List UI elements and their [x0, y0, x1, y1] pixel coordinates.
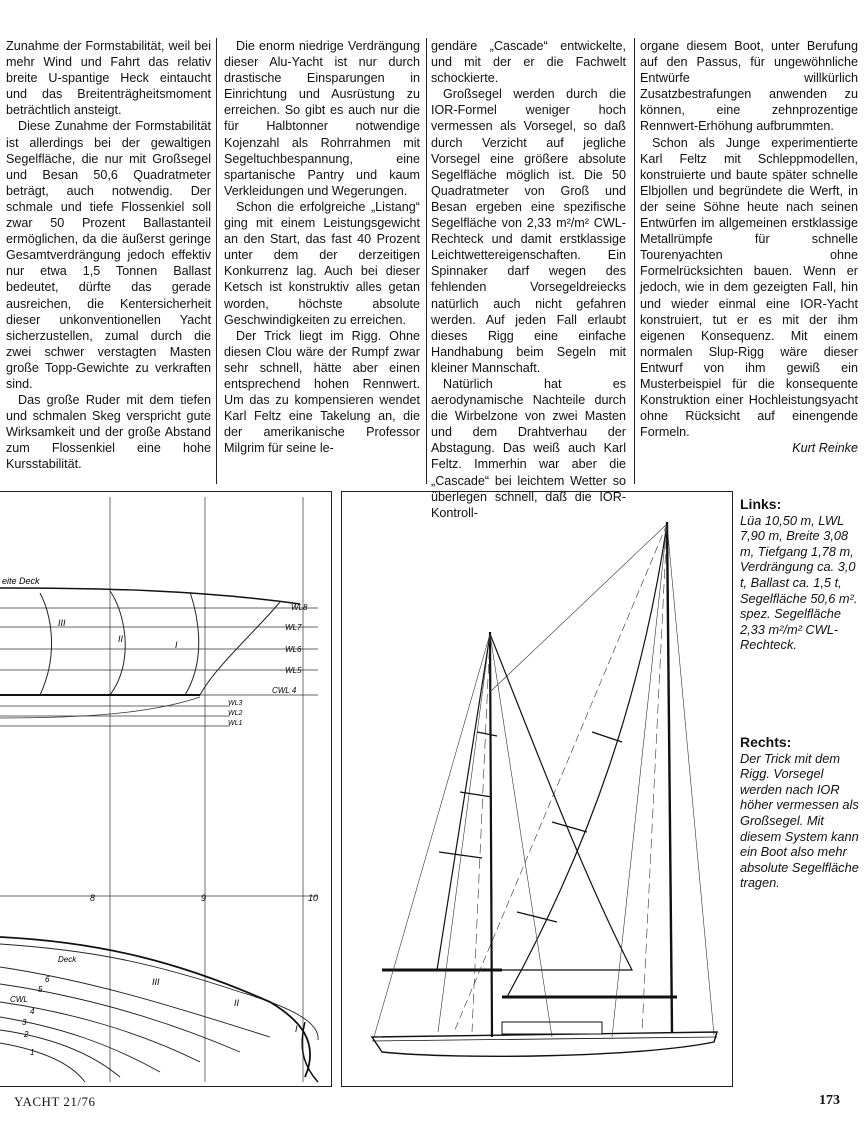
article-column-1: [6, 38, 211, 473]
body-deck-label: Deck: [58, 955, 77, 964]
page-number: 173: [819, 1093, 840, 1108]
column-rule: [634, 38, 635, 484]
body-cwl-label: CWL: [10, 995, 28, 1004]
body-number: 4: [30, 1007, 35, 1016]
station-number: 8: [90, 893, 96, 903]
sail-plan-drawing: [342, 492, 734, 1088]
paragraph: Schon die erfolgreiche „Listang“ ging mit einem Leistungsgewicht an den Start, das fast 40 Prozent unter dem der derzeitigen Konkurrenz lag. Auch bei dieser Ketsch ist konstruktiv alles getan worden, höchste absolute Geschwindigkeiten zu erreichen.: [224, 199, 420, 327]
section-mark: III: [58, 618, 66, 628]
paragraph: organe diesem Boot, unter Berufung auf den Passus, für ungewöhnliche Entwürfe willkürlich Zusatzbestrafungen anwenden zu können, eine zehnprozentige Rennwert-Erhöhung aufbrummten.: [640, 39, 858, 134]
waterline-label: WL8: [291, 603, 308, 612]
section-mark: I: [175, 640, 178, 650]
paragraph: Das große Ruder mit dem tiefen und schmalen Skeg verspricht gute Wirksamkeit und der große Abstand zum Flossenkiel eine hohe Kursstabilität.: [6, 393, 211, 472]
caption-heading: Rechts:: [740, 734, 792, 750]
section-mark: III: [152, 977, 160, 987]
column-rule: [216, 38, 217, 484]
body-number: 1: [30, 1048, 35, 1057]
body-number: 6: [45, 975, 50, 984]
paragraph: Diese Zunahme der Formstabilität ist allerdings bei der gewaltigen Segelfläche, die nur mit Großsegel und Besan 50,6 Quadratmeter beträgt, auch notwendig. Der schmale und tiefe Flossenkiel soll zwar 50 Prozent Ballastanteil ermöglichen, da die äußerst geringe Gesamtverdrängung jedoch effektiv nur etwa 1,5 Tonnen Ballast bedeutet, dürfte das gerade ausreichen, die Kentersicherheit dieser unkonventionellen Yacht sicherzustellen, zumal durch die zwei schwer verstagten Masten große Topp-Gewichte zu verkraften sind.: [6, 119, 211, 391]
waterline-label: WL1: [228, 720, 243, 727]
sail-plan-figure: [341, 491, 733, 1087]
caption-text: Der Trick mit dem Rigg. Vorsegel werden nach IOR höher vermessen als Großsegel. Mit diesem System kann ein Boot also mehr absolute Segelfläche tragen.: [740, 750, 859, 891]
waterline-label: WL3: [228, 700, 243, 707]
body-number: 5: [38, 985, 43, 994]
waterline-label: WL6: [285, 645, 302, 654]
waterline-label: WL7: [285, 623, 302, 632]
waterline-label: WL2: [228, 710, 243, 717]
station-number: 10: [308, 893, 319, 903]
body-number: 2: [24, 1030, 29, 1039]
caption-text: Lüa 10,50 m, LWL 7,90 m, Breite 3,08 m, Tiefgang 1,78 m, Verdrängung ca. 3,0 t, Ballast ca. 1,5 t, Segelfläche 50,6 m². spez. Segelfläche 2,33 m²/m² CWL-Rechteck.: [740, 512, 858, 653]
magazine-issue: YACHT 21/76: [14, 1094, 96, 1109]
paragraph: Die enorm niedrige Verdrängung dieser Alu-Yacht ist nur durch drastische Einsparungen in Einrichtung und Ausrüstung zu erreichen. So gibt es auch nur die für Halbtonner notwendige Kojenzahl als Rohrrahmen mit Segeltuchbespannung, eine spartanische Pantry und kaum Verkleidungen und Wegerungen.: [224, 39, 420, 198]
waterline-label: WL5: [285, 666, 302, 675]
paragraph: gendäre „Cascade“ entwickelte, und mit der er die Fachwelt schockierte.: [431, 39, 626, 86]
deck-label: eite Deck: [2, 576, 40, 586]
waterline-label: CWL 4: [272, 686, 297, 695]
section-mark: II: [118, 634, 124, 644]
paragraph: Zunahme der Formstabilität, weil bei mehr Wind und Fahrt das relativ breite U-spantige Heck eintaucht und das Breitenträgheitsmoment beträchtlich ansteigt.: [6, 39, 211, 118]
article-column-3: [431, 38, 626, 521]
lines-plan-drawing: [0, 492, 332, 1088]
section-mark: II: [234, 998, 240, 1008]
caption-left: [740, 497, 860, 653]
article-column-2: [224, 38, 420, 456]
section-mark: I: [295, 1024, 298, 1034]
caption-heading: Links:: [740, 496, 782, 512]
paragraph: Großsegel werden durch die IOR-Formel weniger hoch vermessen als Vorsegel, so daß durch Verzicht auf jegliche Vorsegel eine größere absolute Segelfläche möglich ist. Die 50 Quadratmeter von Groß und Besan ergeben eine spezifische Segelfläche von 2,33 m²/m² CWL-Rechteck und damit erstklassige Leichtwettereigenschaften. Ein Spinnaker darf wegen des fehlenden Vorsegeldreiecks natürlich auch nicht gefahren werden. Auf jeden Fall erlaubt dieses Rigg eine einfache Handhabung beim Segeln mit kleiner Mannschaft.: [431, 87, 626, 375]
column-rule: [426, 38, 427, 484]
paragraph: Schon als Junge experimentierte Karl Feltz mit Schleppmodellen, konstruierte und baute später schnelle Elbjollen und begründete die Werft, in der seine Söhne heute nach seinen Entwürfen im allgemeinen erstklassige Metallrümpfe für schnelle Tourenyachten ohne Formelrücksichten bauen. Wenn er jedoch, wie in dem gezeigten Fall, hin und wieder einmal eine IOR-Yacht konstruiert, tut er es mit der ihm eigenen Konsequenz. Mit einem normalen Slup-Rigg wäre dieser Entwurf von ihm gewiß ein Musterbeispiel für die konsequente Konstruktion einer Hochleistungsyacht ohne Rücksicht auf einengende Formeln.: [640, 135, 858, 440]
lines-plan-figure: [0, 491, 332, 1087]
paragraph: Natürlich hat es aerodynamische Nachteile durch die Wirbelzone von zwei Masten und dem Drahtverhau der Abstagung. Das weiß auch Karl Feltz. Immerhin war aber die „Cascade“ bei leichtem Wetter so überlegen schnell, daß die IOR-Kontroll-: [431, 376, 626, 520]
caption-right: [740, 735, 860, 891]
paragraph: Der Trick liegt im Rigg. Ohne diesen Clou wäre der Rumpf zwar sehr schnell, hätte aber einen entsprechend hohen Rennwert. Um das zu kompensieren wendet Karl Feltz eine Takelung an, die der amerikanische Professor Milgrim für seine le-: [224, 328, 420, 456]
author-byline: Kurt Reinke: [792, 441, 858, 456]
station-number: 9: [201, 893, 207, 903]
article-column-4: [640, 38, 858, 456]
body-number: 3: [22, 1018, 27, 1027]
